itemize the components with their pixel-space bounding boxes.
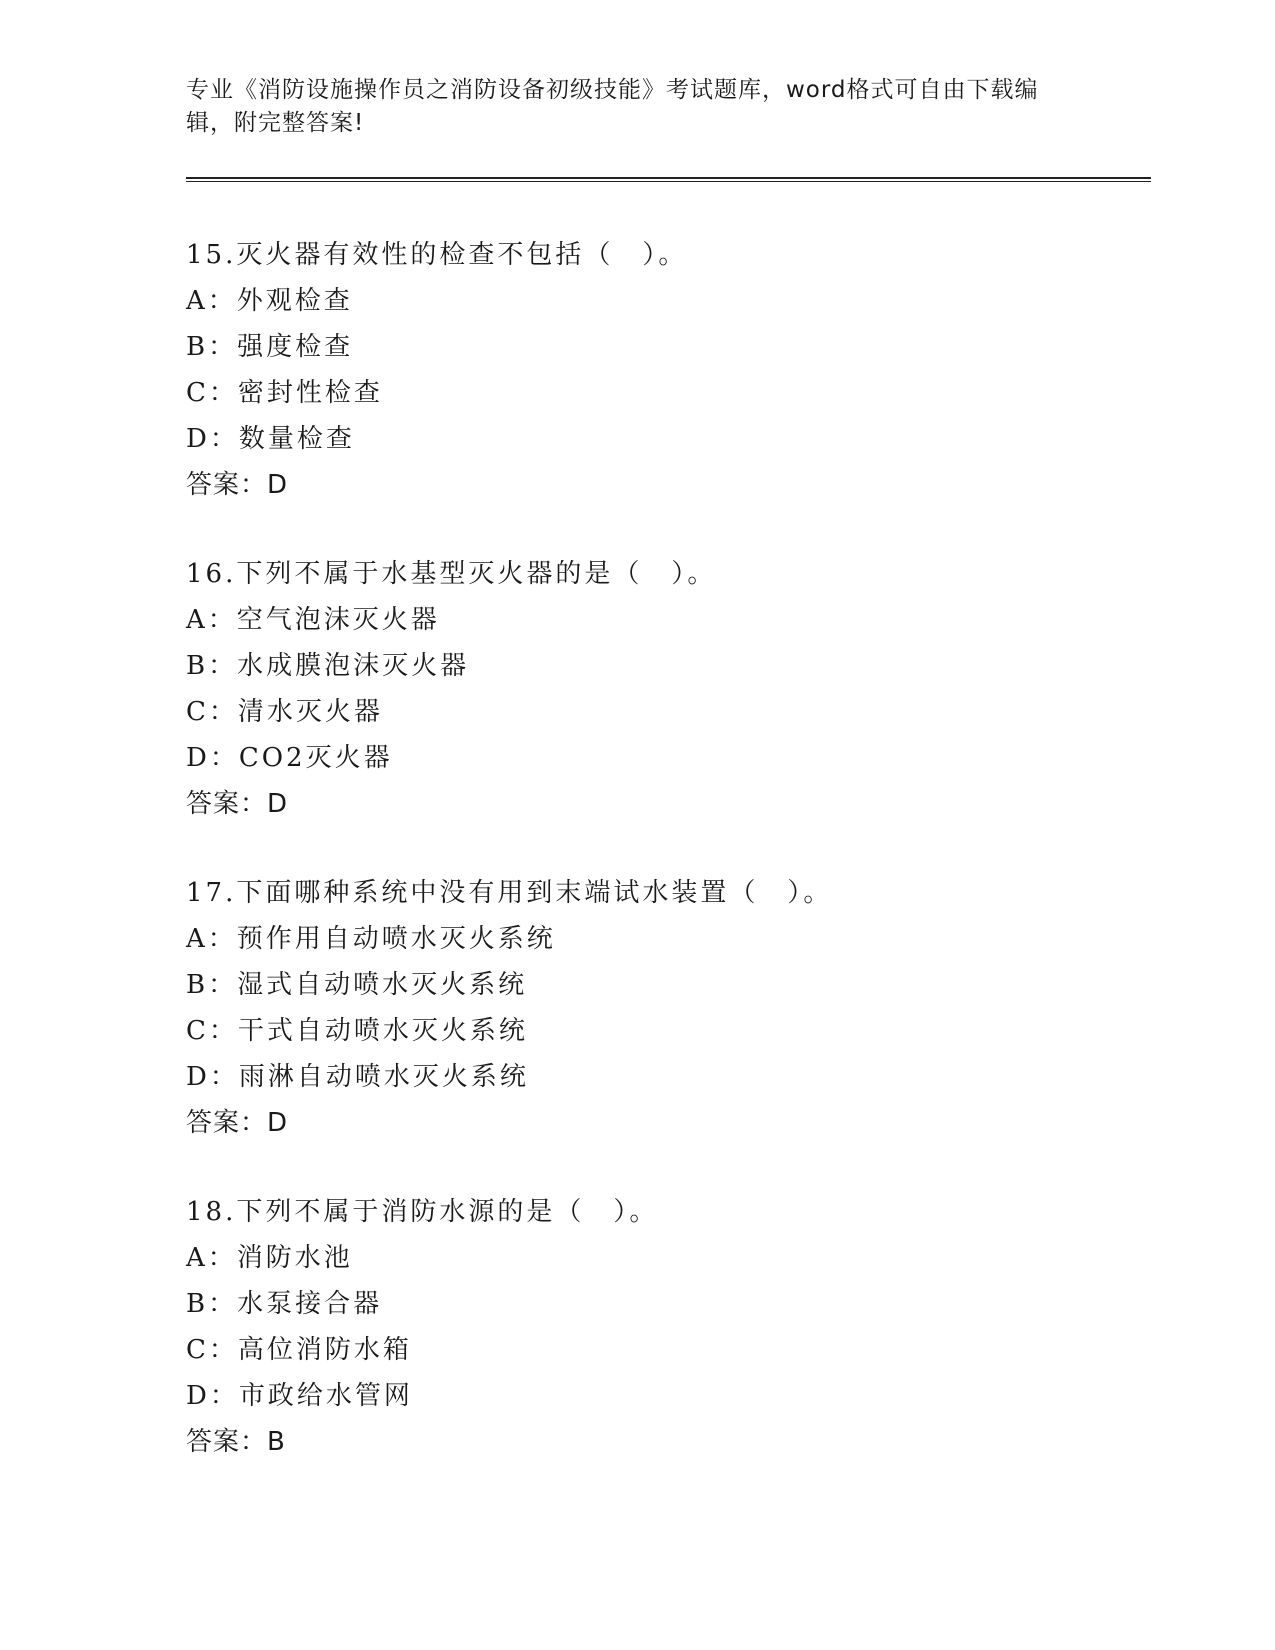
question-15 [186, 232, 1136, 508]
option-d: D：雨淋自动喷水灭火系统 [186, 1062, 529, 1092]
question-stem: 17.下面哪种系统中没有用到末端试水装置（ ）。 [186, 878, 833, 908]
question-stem: 16.下列不属于水基型灭火器的是（ ）。 [186, 559, 717, 589]
question-18 [186, 1189, 1136, 1465]
option-b: B：湿式自动喷水灭火系统 [186, 970, 528, 1000]
option-b: B：强度检查 [186, 332, 354, 362]
option-a: A：预作用自动喷水灭火系统 [186, 924, 556, 954]
answer: 答案：D [186, 789, 289, 819]
option-c: C：密封性检查 [186, 378, 383, 408]
option-c: C：干式自动喷水灭火系统 [186, 1016, 528, 1046]
document-header: 专业《消防设施操作员之消防设备初级技能》考试题库，word格式可自由下载编辑，附完整答案! [186, 77, 1039, 136]
option-a: A：外观检查 [186, 286, 353, 316]
option-d: D：市政给水管网 [186, 1381, 413, 1411]
question-16 [186, 551, 1136, 827]
answer: 答案：D [186, 470, 289, 500]
option-a: A：消防水池 [186, 1243, 353, 1273]
option-d: D：CO2灭火器 [186, 743, 393, 773]
option-c: C：高位消防水箱 [186, 1335, 412, 1365]
option-a: A：空气泡沫灭火器 [186, 605, 440, 635]
option-b: B：水泵接合器 [186, 1289, 383, 1319]
answer: 答案：D [186, 1108, 289, 1138]
answer: 答案：B [186, 1427, 286, 1457]
question-stem: 18.下列不属于消防水源的是（ ）。 [186, 1197, 659, 1227]
question-stem: 15.灭火器有效性的检查不包括（ ）。 [186, 240, 688, 270]
option-c: C：清水灭火器 [186, 697, 383, 727]
question-17 [186, 870, 1136, 1146]
header-divider [186, 177, 1151, 182]
option-d: D：数量检查 [186, 424, 355, 454]
option-b: B：水成膜泡沫灭火器 [186, 651, 470, 681]
